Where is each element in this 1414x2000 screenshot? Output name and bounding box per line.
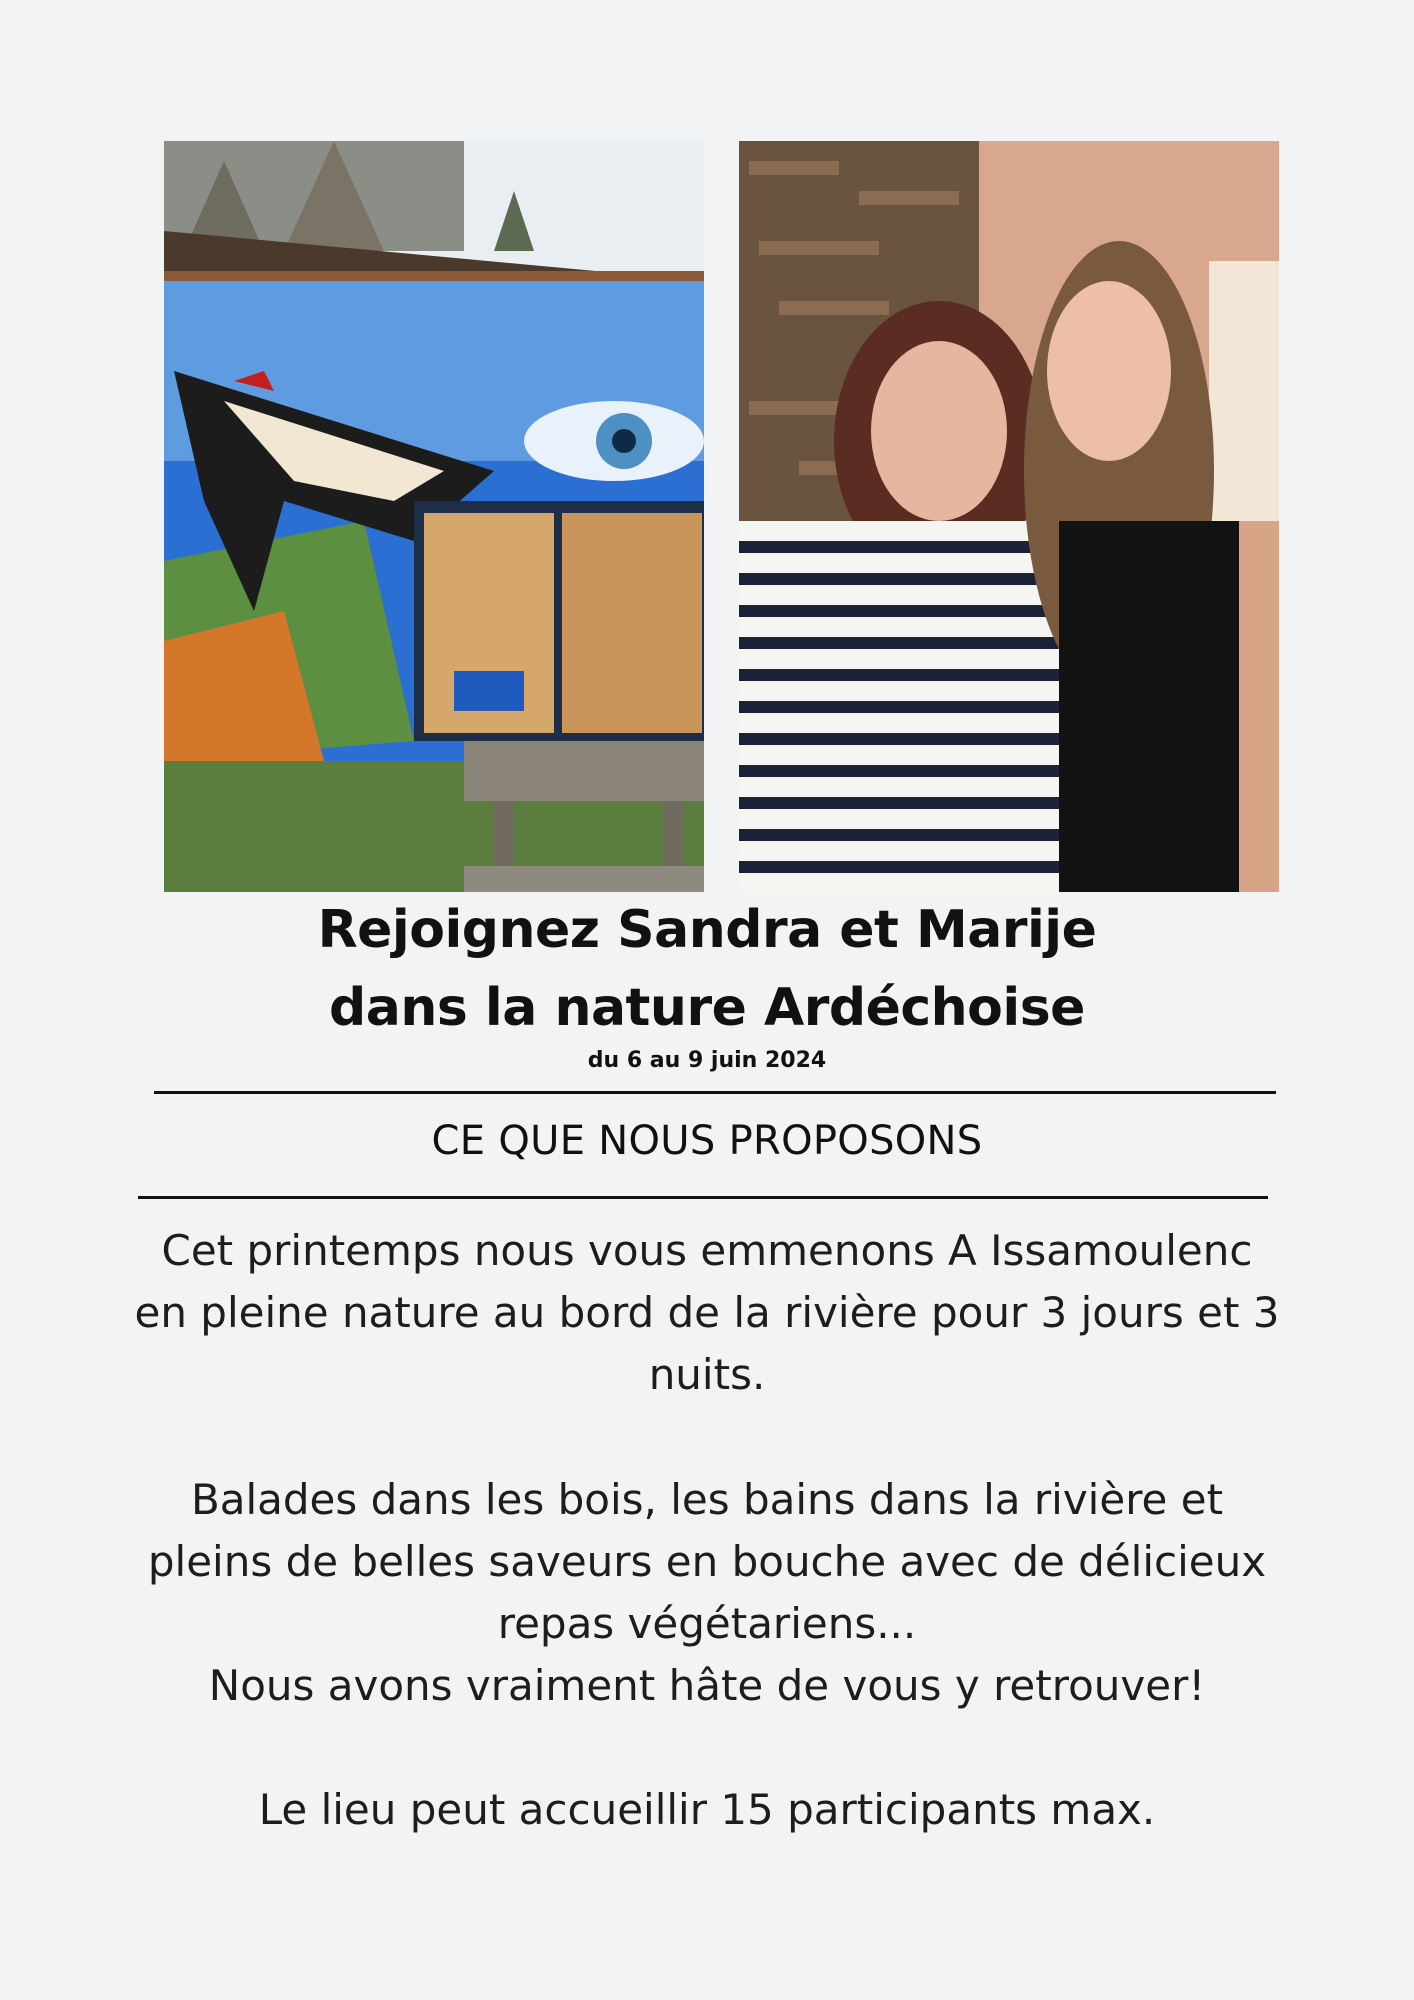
event-dates: du 6 au 9 juin 2024: [587, 1048, 827, 1073]
closing-line: Nous avons vraiment hâte de vous y retrouver!: [208, 1661, 1206, 1710]
title-line-1: Rejoignez Sandra et Marije: [317, 900, 1097, 960]
activities-paragraph: Balades dans les bois, les bains dans la rivière et pleins de belles saveurs en bouche avec de délicieux repas végétariens...: [147, 1475, 1267, 1648]
title-line-2: dans la nature Ardéchoise: [329, 978, 1085, 1038]
portrait-photo: [739, 141, 1279, 892]
divider-bottom: [138, 1196, 1268, 1199]
mural-house-photo: [164, 141, 704, 892]
capacity-note: Le lieu peut accueillir 15 participants max.: [258, 1785, 1156, 1834]
divider-top: [154, 1091, 1276, 1094]
section-heading: CE QUE NOUS PROPOSONS: [431, 1118, 983, 1164]
intro-paragraph: Cet printemps nous vous emmenons A Issamoulenc en pleine nature au bord de la rivière pour 3 jours et 3 nuits.: [134, 1226, 1280, 1399]
